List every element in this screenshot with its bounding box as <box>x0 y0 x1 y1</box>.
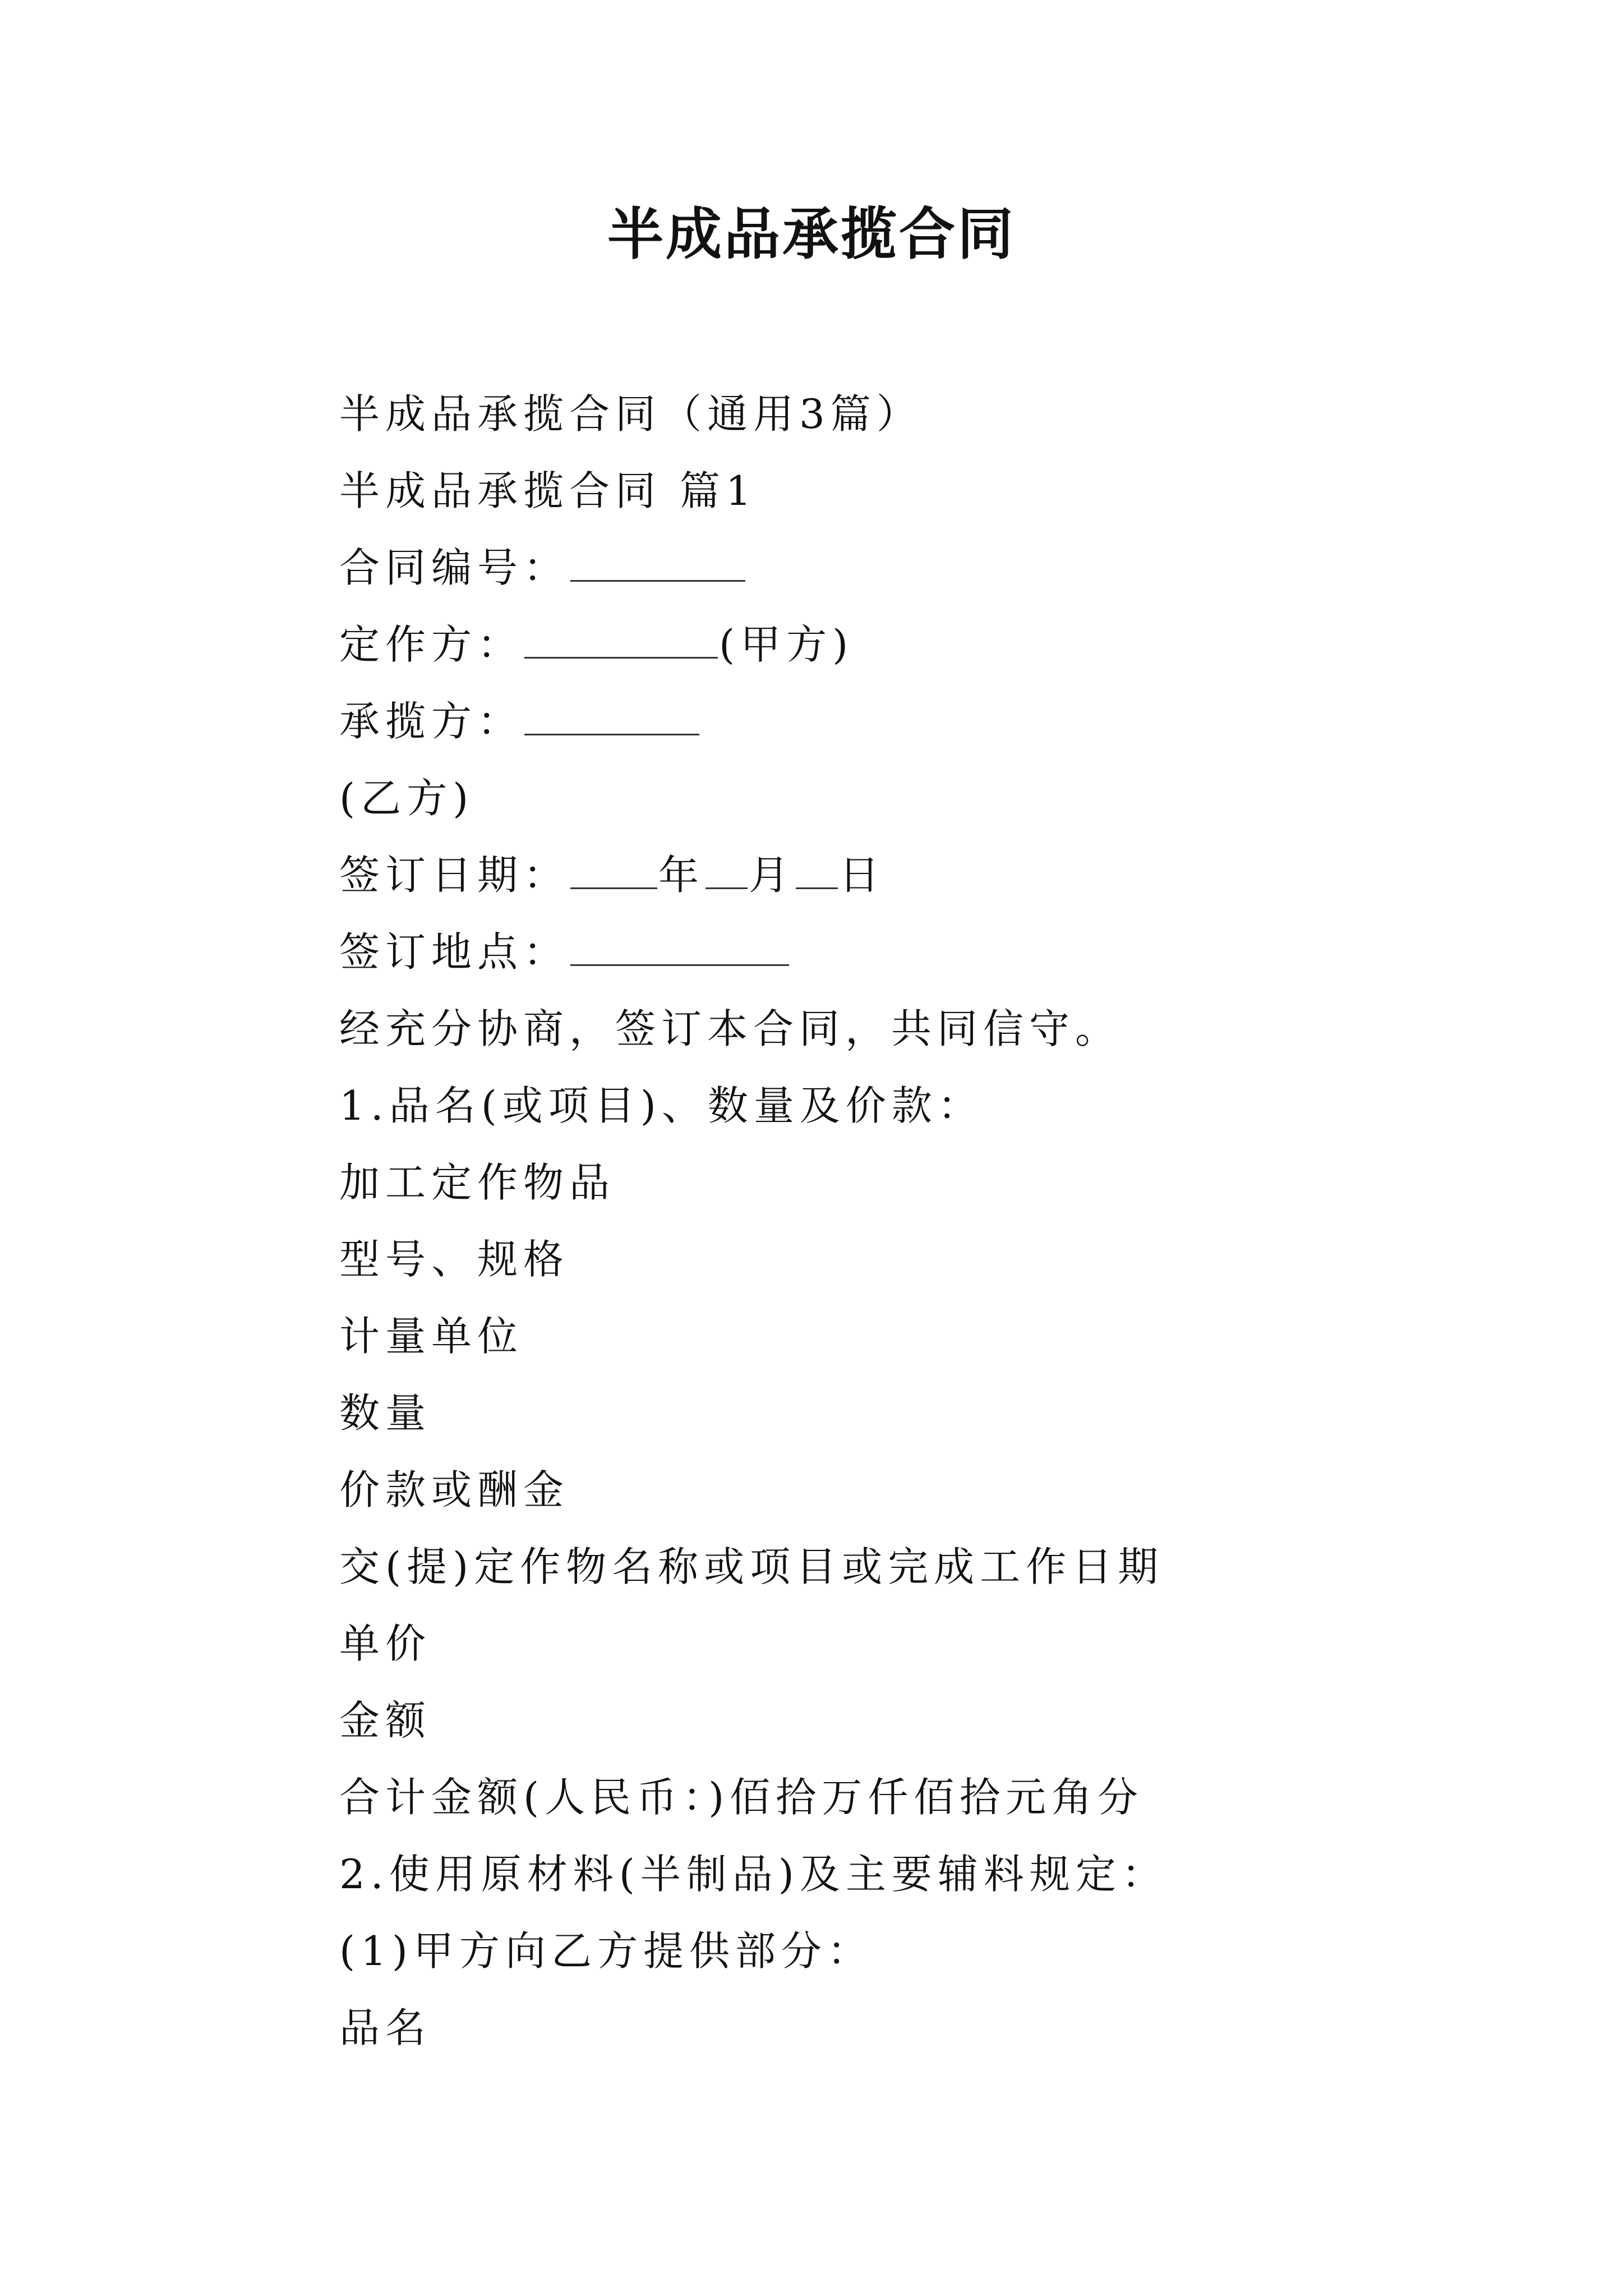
sign-date-day-blank <box>796 855 838 889</box>
contractor-label: 承揽方： <box>339 698 524 745</box>
orderer-line <box>339 606 1517 683</box>
sign-date-month-blank <box>706 855 748 889</box>
agreement-line: 经充分协商，签订本合同，共同信守。 <box>339 1005 1122 1052</box>
sign-date-label: 签订日期： <box>339 852 570 899</box>
sign-place-line <box>339 914 1517 991</box>
orderer-suffix: (甲方) <box>719 621 854 668</box>
sign-date-year: 年 <box>658 852 705 899</box>
contract-number-label: 合同编号： <box>339 544 570 591</box>
item1-heading: 1.品名(或项目)、数量及价款： <box>339 1082 984 1129</box>
contractor-line <box>339 683 1517 760</box>
orderer-label: 定作方： <box>339 621 524 668</box>
field-line: 单价 <box>339 1620 432 1667</box>
field-line: 合计金额(人民币：)佰拾万仟佰拾元角分 <box>339 1774 1144 1821</box>
contract-number-blank <box>570 547 745 582</box>
contract-number-line <box>339 530 1517 606</box>
party-b-line: (乙方) <box>339 775 474 822</box>
item2-heading: 2.使用原材料(半制品)及主要辅料规定： <box>339 1851 1168 1898</box>
field-line: 型号、规格 <box>339 1236 570 1283</box>
contractor-blank <box>524 701 699 735</box>
item2-sub1: (1)甲方向乙方提供部分： <box>339 1927 873 1975</box>
subtitle-line: 半成品承揽合同（通用3篇） <box>339 390 923 438</box>
field-line: 数量 <box>339 1389 432 1437</box>
sign-date-year-blank <box>570 855 657 889</box>
field-line: 金额 <box>339 1697 432 1744</box>
field-line: 交(提)定作物名称或项目或完成工作日期 <box>339 1543 1164 1590</box>
sign-place-blank <box>570 932 789 966</box>
field-line: 价款或酬金 <box>339 1466 570 1513</box>
sign-place-label: 签订地点： <box>339 928 570 976</box>
orderer-blank <box>524 624 718 659</box>
document-body <box>339 376 1517 2067</box>
document-title: 半成品承揽合同 <box>607 201 1016 267</box>
field-line: 加工定作物品 <box>339 1159 616 1206</box>
field-line: 计量单位 <box>339 1313 524 1360</box>
sign-date-month: 月 <box>749 852 795 899</box>
sign-date-day: 日 <box>839 852 886 899</box>
section-heading: 半成品承揽合同 篇1 <box>339 467 757 514</box>
sign-date-line <box>339 837 1517 914</box>
item2-sub1-field: 品名 <box>339 2004 432 2051</box>
